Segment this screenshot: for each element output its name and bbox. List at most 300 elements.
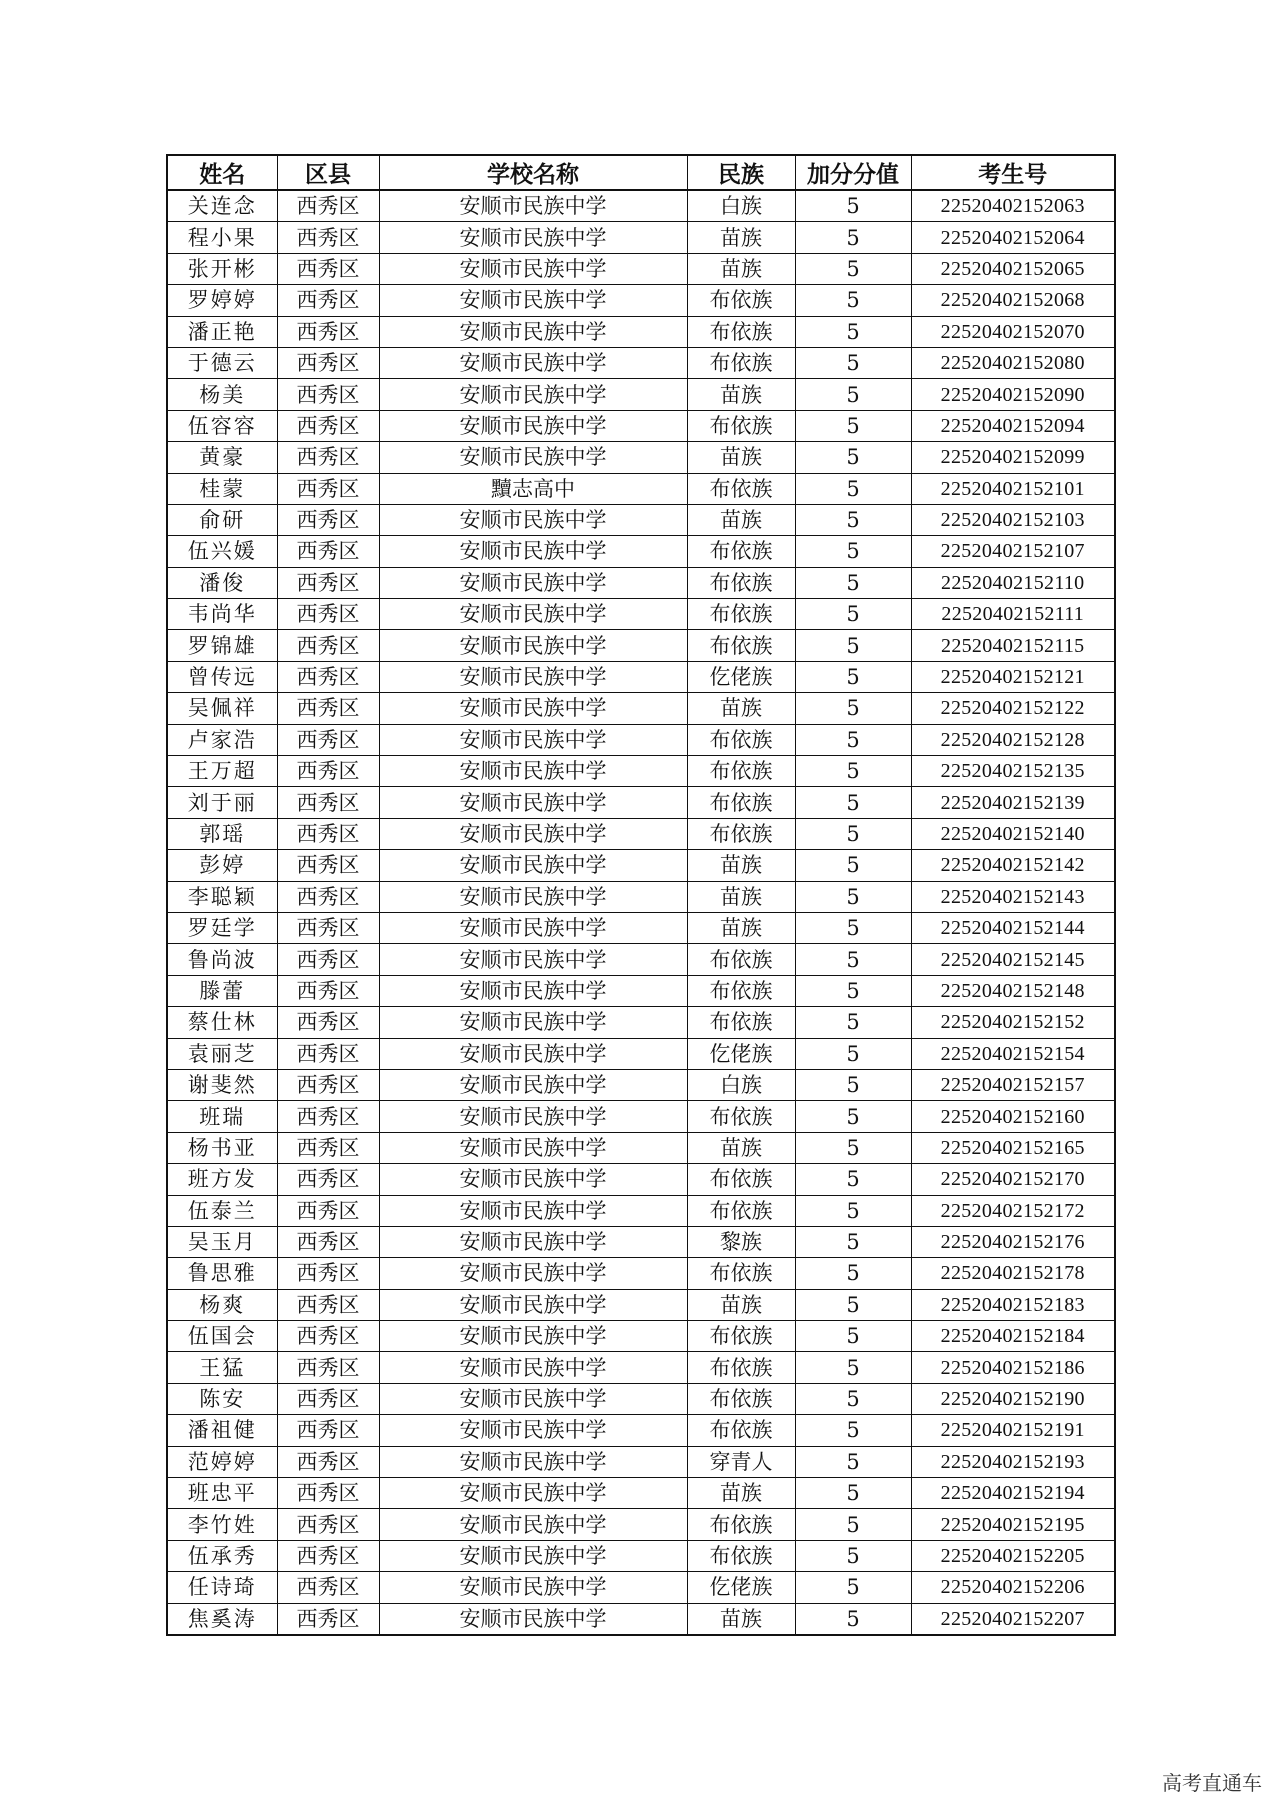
cell-name: 吴佩祥	[167, 693, 277, 724]
cell-bonus: 5	[795, 912, 911, 943]
cell-exam-id: 22520402152145	[911, 944, 1115, 975]
cell-name: 伍兴媛	[167, 536, 277, 567]
header-school: 学校名称	[379, 155, 687, 190]
table-row	[167, 630, 1115, 661]
cell-school: 安顺市民族中学	[379, 1321, 687, 1352]
cell-school: 安顺市民族中学	[379, 1415, 687, 1446]
cell-exam-id: 22520402152135	[911, 756, 1115, 787]
cell-name: 程小果	[167, 222, 277, 253]
cell-ethnicity: 布依族	[687, 756, 795, 787]
cell-name: 伍承秀	[167, 1540, 277, 1571]
cell-ethnicity: 布依族	[687, 316, 795, 347]
cell-district: 西秀区	[277, 630, 379, 661]
cell-district: 西秀区	[277, 881, 379, 912]
cell-district: 西秀区	[277, 410, 379, 441]
cell-name: 鲁尚波	[167, 944, 277, 975]
cell-district: 西秀区	[277, 1289, 379, 1320]
cell-ethnicity: 布依族	[687, 347, 795, 378]
table-row	[167, 222, 1115, 253]
cell-bonus: 5	[795, 975, 911, 1006]
cell-name: 班瑞	[167, 1101, 277, 1132]
cell-district: 西秀区	[277, 787, 379, 818]
cell-district: 西秀区	[277, 756, 379, 787]
cell-ethnicity: 布依族	[687, 1164, 795, 1195]
cell-district: 西秀区	[277, 1101, 379, 1132]
cell-bonus: 5	[795, 599, 911, 630]
cell-ethnicity: 布依族	[687, 1007, 795, 1038]
cell-name: 蔡仕林	[167, 1007, 277, 1038]
cell-name: 刘于丽	[167, 787, 277, 818]
cell-name: 潘正艳	[167, 316, 277, 347]
cell-bonus: 5	[795, 724, 911, 755]
cell-ethnicity: 布依族	[687, 410, 795, 441]
cell-ethnicity: 布依族	[687, 1415, 795, 1446]
cell-exam-id: 22520402152063	[911, 190, 1115, 222]
cell-school: 安顺市民族中学	[379, 1446, 687, 1477]
cell-bonus: 5	[795, 787, 911, 818]
cell-school: 安顺市民族中学	[379, 379, 687, 410]
cell-ethnicity: 苗族	[687, 504, 795, 535]
header-exam-id: 考生号	[911, 155, 1115, 190]
cell-school: 安顺市民族中学	[379, 285, 687, 316]
table-row	[167, 1383, 1115, 1414]
cell-district: 西秀区	[277, 567, 379, 598]
table-row	[167, 1446, 1115, 1477]
cell-school: 安顺市民族中学	[379, 693, 687, 724]
cell-bonus: 5	[795, 253, 911, 284]
cell-district: 西秀区	[277, 850, 379, 881]
cell-ethnicity: 布依族	[687, 1352, 795, 1383]
cell-district: 西秀区	[277, 1446, 379, 1477]
bonus-points-table	[166, 154, 1116, 1636]
cell-ethnicity: 布依族	[687, 975, 795, 1006]
cell-school: 安顺市民族中学	[379, 1038, 687, 1069]
cell-school: 安顺市民族中学	[379, 316, 687, 347]
cell-name: 谢斐然	[167, 1069, 277, 1100]
cell-bonus: 5	[795, 410, 911, 441]
cell-exam-id: 22520402152068	[911, 285, 1115, 316]
cell-bonus: 5	[795, 536, 911, 567]
cell-bonus: 5	[795, 473, 911, 504]
cell-bonus: 5	[795, 1226, 911, 1257]
cell-name: 范婷婷	[167, 1446, 277, 1477]
cell-exam-id: 22520402152144	[911, 912, 1115, 943]
cell-exam-id: 22520402152205	[911, 1540, 1115, 1571]
cell-district: 西秀区	[277, 190, 379, 222]
cell-ethnicity: 布依族	[687, 724, 795, 755]
cell-exam-id: 22520402152157	[911, 1069, 1115, 1100]
table-row	[167, 473, 1115, 504]
cell-ethnicity: 布依族	[687, 1258, 795, 1289]
cell-ethnicity: 布依族	[687, 473, 795, 504]
cell-school: 安顺市民族中学	[379, 504, 687, 535]
cell-name: 潘俊	[167, 567, 277, 598]
cell-school: 安顺市民族中学	[379, 724, 687, 755]
table-row	[167, 410, 1115, 441]
cell-name: 卢家浩	[167, 724, 277, 755]
cell-exam-id: 22520402152142	[911, 850, 1115, 881]
cell-school: 安顺市民族中学	[379, 1195, 687, 1226]
cell-exam-id: 22520402152111	[911, 599, 1115, 630]
cell-district: 西秀区	[277, 1572, 379, 1603]
cell-district: 西秀区	[277, 944, 379, 975]
cell-bonus: 5	[795, 504, 911, 535]
cell-district: 西秀区	[277, 442, 379, 473]
header-name: 姓名	[167, 155, 277, 190]
table-row	[167, 1101, 1115, 1132]
cell-school: 安顺市民族中学	[379, 1572, 687, 1603]
cell-school: 黷志高中	[379, 473, 687, 504]
cell-ethnicity: 白族	[687, 1069, 795, 1100]
cell-school: 安顺市民族中学	[379, 1603, 687, 1635]
cell-school: 安顺市民族中学	[379, 975, 687, 1006]
cell-ethnicity: 黎族	[687, 1226, 795, 1257]
cell-school: 安顺市民族中学	[379, 1478, 687, 1509]
cell-district: 西秀区	[277, 316, 379, 347]
cell-exam-id: 22520402152165	[911, 1132, 1115, 1163]
cell-district: 西秀区	[277, 818, 379, 849]
cell-exam-id: 22520402152206	[911, 1572, 1115, 1603]
cell-bonus: 5	[795, 630, 911, 661]
cell-district: 西秀区	[277, 1478, 379, 1509]
cell-bonus: 5	[795, 1446, 911, 1477]
cell-name: 于德云	[167, 347, 277, 378]
header-row	[167, 155, 1115, 190]
cell-bonus: 5	[795, 1352, 911, 1383]
cell-bonus: 5	[795, 222, 911, 253]
cell-name: 罗廷学	[167, 912, 277, 943]
cell-district: 西秀区	[277, 1321, 379, 1352]
cell-bonus: 5	[795, 442, 911, 473]
cell-bonus: 5	[795, 1069, 911, 1100]
cell-school: 安顺市民族中学	[379, 1164, 687, 1195]
cell-district: 西秀区	[277, 724, 379, 755]
cell-ethnicity: 布依族	[687, 818, 795, 849]
cell-ethnicity: 布依族	[687, 1509, 795, 1540]
cell-name: 伍国会	[167, 1321, 277, 1352]
cell-ethnicity: 苗族	[687, 222, 795, 253]
cell-exam-id: 22520402152128	[911, 724, 1115, 755]
cell-ethnicity: 苗族	[687, 693, 795, 724]
table-row	[167, 285, 1115, 316]
cell-exam-id: 22520402152148	[911, 975, 1115, 1006]
cell-name: 鲁思雅	[167, 1258, 277, 1289]
cell-name: 李竹姓	[167, 1509, 277, 1540]
cell-district: 西秀区	[277, 1509, 379, 1540]
cell-name: 任诗琦	[167, 1572, 277, 1603]
cell-ethnicity: 仡佬族	[687, 661, 795, 692]
table-row	[167, 1540, 1115, 1571]
cell-school: 安顺市民族中学	[379, 410, 687, 441]
header-ethnicity: 民族	[687, 155, 795, 190]
table-row	[167, 1478, 1115, 1509]
cell-bonus: 5	[795, 1572, 911, 1603]
cell-ethnicity: 苗族	[687, 1603, 795, 1635]
table-row	[167, 536, 1115, 567]
cell-exam-id: 22520402152172	[911, 1195, 1115, 1226]
cell-exam-id: 22520402152103	[911, 504, 1115, 535]
cell-exam-id: 22520402152139	[911, 787, 1115, 818]
cell-school: 安顺市民族中学	[379, 536, 687, 567]
cell-district: 西秀区	[277, 1383, 379, 1414]
cell-school: 安顺市民族中学	[379, 912, 687, 943]
cell-bonus: 5	[795, 881, 911, 912]
table-body	[167, 190, 1115, 1635]
cell-school: 安顺市民族中学	[379, 567, 687, 598]
cell-name: 王猛	[167, 1352, 277, 1383]
cell-exam-id: 22520402152160	[911, 1101, 1115, 1132]
header-bonus: 加分分值	[795, 155, 911, 190]
cell-exam-id: 22520402152207	[911, 1603, 1115, 1635]
cell-exam-id: 22520402152154	[911, 1038, 1115, 1069]
table-row	[167, 912, 1115, 943]
cell-name: 郭瑶	[167, 818, 277, 849]
cell-exam-id: 22520402152107	[911, 536, 1115, 567]
cell-exam-id: 22520402152065	[911, 253, 1115, 284]
cell-district: 西秀区	[277, 222, 379, 253]
cell-school: 安顺市民族中学	[379, 1352, 687, 1383]
cell-school: 安顺市民族中学	[379, 881, 687, 912]
cell-school: 安顺市民族中学	[379, 1101, 687, 1132]
cell-ethnicity: 仡佬族	[687, 1572, 795, 1603]
cell-exam-id: 22520402152143	[911, 881, 1115, 912]
cell-district: 西秀区	[277, 285, 379, 316]
cell-bonus: 5	[795, 1038, 911, 1069]
cell-bonus: 5	[795, 661, 911, 692]
cell-exam-id: 22520402152140	[911, 818, 1115, 849]
table-row	[167, 1069, 1115, 1100]
cell-ethnicity: 苗族	[687, 253, 795, 284]
table-row	[167, 944, 1115, 975]
table-row	[167, 316, 1115, 347]
cell-name: 曾传远	[167, 661, 277, 692]
cell-school: 安顺市民族中学	[379, 756, 687, 787]
table-row	[167, 1195, 1115, 1226]
cell-bonus: 5	[795, 1478, 911, 1509]
table-row	[167, 379, 1115, 410]
cell-name: 王万超	[167, 756, 277, 787]
cell-bonus: 5	[795, 1289, 911, 1320]
cell-exam-id: 22520402152191	[911, 1415, 1115, 1446]
cell-district: 西秀区	[277, 536, 379, 567]
cell-ethnicity: 布依族	[687, 536, 795, 567]
cell-ethnicity: 苗族	[687, 379, 795, 410]
cell-school: 安顺市民族中学	[379, 347, 687, 378]
cell-school: 安顺市民族中学	[379, 787, 687, 818]
cell-district: 西秀区	[277, 1258, 379, 1289]
table-row	[167, 787, 1115, 818]
table-row	[167, 1164, 1115, 1195]
cell-district: 西秀区	[277, 1540, 379, 1571]
cell-bonus: 5	[795, 1509, 911, 1540]
table-row	[167, 975, 1115, 1006]
cell-district: 西秀区	[277, 504, 379, 535]
cell-bonus: 5	[795, 693, 911, 724]
cell-school: 安顺市民族中学	[379, 1226, 687, 1257]
cell-ethnicity: 布依族	[687, 630, 795, 661]
table-row	[167, 1603, 1115, 1635]
cell-name: 关连念	[167, 190, 277, 222]
cell-school: 安顺市民族中学	[379, 1289, 687, 1320]
cell-school: 安顺市民族中学	[379, 818, 687, 849]
cell-ethnicity: 布依族	[687, 944, 795, 975]
cell-school: 安顺市民族中学	[379, 1007, 687, 1038]
cell-district: 西秀区	[277, 912, 379, 943]
cell-school: 安顺市民族中学	[379, 442, 687, 473]
cell-name: 伍泰兰	[167, 1195, 277, 1226]
cell-bonus: 5	[795, 285, 911, 316]
table-row	[167, 1509, 1115, 1540]
cell-name: 焦奚涛	[167, 1603, 277, 1635]
cell-name: 杨美	[167, 379, 277, 410]
cell-bonus: 5	[795, 850, 911, 881]
cell-name: 吴玉月	[167, 1226, 277, 1257]
cell-school: 安顺市民族中学	[379, 190, 687, 222]
cell-school: 安顺市民族中学	[379, 1540, 687, 1571]
cell-bonus: 5	[795, 1258, 911, 1289]
cell-name: 杨爽	[167, 1289, 277, 1320]
cell-exam-id: 22520402152186	[911, 1352, 1115, 1383]
cell-school: 安顺市民族中学	[379, 1509, 687, 1540]
cell-exam-id: 22520402152152	[911, 1007, 1115, 1038]
cell-district: 西秀区	[277, 1352, 379, 1383]
table-row	[167, 724, 1115, 755]
cell-name: 彭婷	[167, 850, 277, 881]
cell-ethnicity: 苗族	[687, 1289, 795, 1320]
cell-school: 安顺市民族中学	[379, 944, 687, 975]
cell-school: 安顺市民族中学	[379, 222, 687, 253]
cell-name: 杨书亚	[167, 1132, 277, 1163]
cell-name: 李聪颖	[167, 881, 277, 912]
cell-district: 西秀区	[277, 693, 379, 724]
cell-bonus: 5	[795, 1603, 911, 1635]
cell-school: 安顺市民族中学	[379, 253, 687, 284]
cell-ethnicity: 苗族	[687, 1478, 795, 1509]
cell-exam-id: 22520402152122	[911, 693, 1115, 724]
cell-district: 西秀区	[277, 347, 379, 378]
cell-name: 罗婷婷	[167, 285, 277, 316]
table-row	[167, 661, 1115, 692]
table-row	[167, 567, 1115, 598]
cell-school: 安顺市民族中学	[379, 599, 687, 630]
table-header	[167, 155, 1115, 190]
cell-ethnicity: 穿青人	[687, 1446, 795, 1477]
cell-exam-id: 22520402152070	[911, 316, 1115, 347]
cell-exam-id: 22520402152099	[911, 442, 1115, 473]
table-row	[167, 1258, 1115, 1289]
cell-bonus: 5	[795, 379, 911, 410]
cell-exam-id: 22520402152090	[911, 379, 1115, 410]
cell-district: 西秀区	[277, 1226, 379, 1257]
cell-exam-id: 22520402152193	[911, 1446, 1115, 1477]
cell-ethnicity: 布依族	[687, 787, 795, 818]
table-row	[167, 1289, 1115, 1320]
cell-exam-id: 22520402152178	[911, 1258, 1115, 1289]
cell-exam-id: 22520402152121	[911, 661, 1115, 692]
table-row	[167, 1352, 1115, 1383]
table-row	[167, 818, 1115, 849]
table-row	[167, 442, 1115, 473]
cell-ethnicity: 布依族	[687, 1195, 795, 1226]
cell-exam-id: 22520402152115	[911, 630, 1115, 661]
cell-district: 西秀区	[277, 1038, 379, 1069]
cell-ethnicity: 苗族	[687, 1132, 795, 1163]
cell-school: 安顺市民族中学	[379, 1383, 687, 1414]
table-row	[167, 599, 1115, 630]
cell-school: 安顺市民族中学	[379, 630, 687, 661]
cell-bonus: 5	[795, 1007, 911, 1038]
cell-bonus: 5	[795, 190, 911, 222]
cell-ethnicity: 布依族	[687, 1101, 795, 1132]
cell-bonus: 5	[795, 818, 911, 849]
table-row	[167, 1572, 1115, 1603]
table-row	[167, 850, 1115, 881]
table-row	[167, 881, 1115, 912]
cell-bonus: 5	[795, 1195, 911, 1226]
cell-school: 安顺市民族中学	[379, 1069, 687, 1100]
cell-district: 西秀区	[277, 599, 379, 630]
cell-district: 西秀区	[277, 473, 379, 504]
cell-district: 西秀区	[277, 661, 379, 692]
cell-district: 西秀区	[277, 379, 379, 410]
cell-bonus: 5	[795, 1383, 911, 1414]
cell-bonus: 5	[795, 1415, 911, 1446]
cell-district: 西秀区	[277, 1195, 379, 1226]
cell-exam-id: 22520402152094	[911, 410, 1115, 441]
cell-ethnicity: 苗族	[687, 912, 795, 943]
table-row	[167, 693, 1115, 724]
cell-school: 安顺市民族中学	[379, 1132, 687, 1163]
table-row	[167, 347, 1115, 378]
cell-bonus: 5	[795, 1164, 911, 1195]
cell-name: 班忠平	[167, 1478, 277, 1509]
cell-exam-id: 22520402152183	[911, 1289, 1115, 1320]
cell-bonus: 5	[795, 1101, 911, 1132]
cell-exam-id: 22520402152101	[911, 473, 1115, 504]
cell-district: 西秀区	[277, 1069, 379, 1100]
cell-name: 俞研	[167, 504, 277, 535]
cell-name: 张开彬	[167, 253, 277, 284]
table-row	[167, 190, 1115, 222]
cell-ethnicity: 布依族	[687, 567, 795, 598]
cell-exam-id: 22520402152110	[911, 567, 1115, 598]
table-row	[167, 1321, 1115, 1352]
cell-ethnicity: 布依族	[687, 285, 795, 316]
cell-ethnicity: 布依族	[687, 1321, 795, 1352]
cell-name: 桂蒙	[167, 473, 277, 504]
cell-name: 滕蕾	[167, 975, 277, 1006]
cell-school: 安顺市民族中学	[379, 1258, 687, 1289]
cell-bonus: 5	[795, 567, 911, 598]
cell-district: 西秀区	[277, 1603, 379, 1635]
cell-exam-id: 22520402152176	[911, 1226, 1115, 1257]
table-row	[167, 1132, 1115, 1163]
cell-bonus: 5	[795, 944, 911, 975]
table-row	[167, 756, 1115, 787]
cell-name: 班方发	[167, 1164, 277, 1195]
cell-name: 陈安	[167, 1383, 277, 1414]
cell-district: 西秀区	[277, 1132, 379, 1163]
cell-ethnicity: 白族	[687, 190, 795, 222]
cell-bonus: 5	[795, 1540, 911, 1571]
cell-school: 安顺市民族中学	[379, 661, 687, 692]
cell-exam-id: 22520402152195	[911, 1509, 1115, 1540]
watermark: 高考直通车	[1162, 1771, 1262, 1795]
cell-exam-id: 22520402152064	[911, 222, 1115, 253]
cell-exam-id: 22520402152184	[911, 1321, 1115, 1352]
cell-bonus: 5	[795, 1132, 911, 1163]
table-row	[167, 1226, 1115, 1257]
